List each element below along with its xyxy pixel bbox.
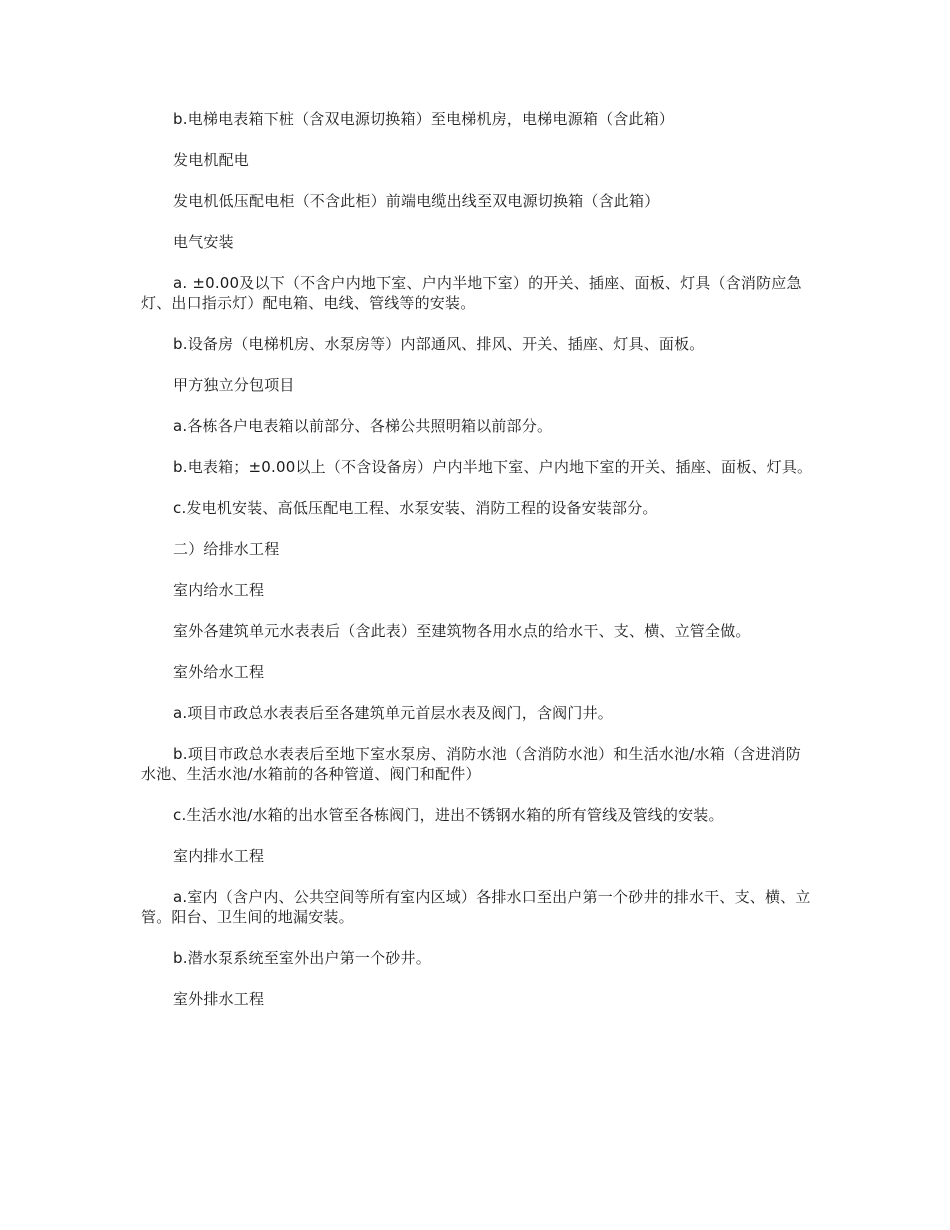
paragraph-outdoor-supply-b: b.项目市政总水表表后至地下室水泵房、消防水池（含消防水池）和生活水池/水箱（含进消防水池、生活水池/水箱前的各种管道、阀门和配件） — [141, 745, 801, 783]
paragraph-indoor-drainage-a: a.室内（含户内、公共空间等所有室内区域）各排水口至出户第一个砂井的排水干、支、横、立管。阳台、卫生间的地漏安装。 — [141, 888, 811, 926]
heading-indoor-water-supply: 室内给水工程 — [173, 581, 265, 599]
paragraph-subcontract-a: a.各栋各户电表箱以前部分、各梯公共照明箱以前部分。 — [173, 417, 553, 435]
paragraph-outdoor-supply-a: a.项目市政总水表表后至各建筑单元首层水表及阀门，含阀门井。 — [173, 704, 613, 722]
paragraph-subcontract-c: c.发电机安装、高低压配电工程、水泵安装、消防工程的设备安装部分。 — [173, 499, 658, 517]
heading-electrical-installation: 电气安装 — [173, 233, 234, 251]
paragraph-elevator-meter-box: b.电梯电表箱下桩（含双电源切换箱）至电梯机房，电梯电源箱（含此箱） — [173, 110, 675, 128]
heading-generator-distribution: 发电机配电 — [173, 151, 250, 169]
heading-outdoor-drainage: 室外排水工程 — [173, 990, 265, 1008]
paragraph-electrical-b: b.设备房（电梯机房、水泵房等）内部通风、排风、开关、插座、灯具、面板。 — [173, 335, 705, 353]
heading-outdoor-water-supply: 室外给水工程 — [173, 663, 265, 681]
paragraph-indoor-drainage-b: b.潜水泵系统至室外出户第一个砂井。 — [173, 949, 431, 967]
paragraph-generator-scope: 发电机低压配电柜（不含此柜）前端电缆出线至双电源切换箱（含此箱） — [173, 192, 660, 210]
paragraph-outdoor-supply-c: c.生活水池/水箱的出水管至各栋阀门，进出不锈钢水箱的所有管线及管线的安装。 — [173, 806, 724, 824]
heading-water-supply-drainage: 二）给排水工程 — [173, 540, 280, 558]
document-body — [141, 109, 813, 1030]
paragraph-indoor-water-supply: 室外各建筑单元水表表后（含此表）至建筑物各用水点的给水干、支、横、立管全做。 — [173, 622, 751, 640]
paragraph-electrical-a: a. ±0.00及以下（不含户内地下室、户内半地下室）的开关、插座、面板、灯具（含消防应急灯、出口指示灯）配电箱、电线、管线等的安装。 — [141, 274, 802, 312]
heading-owner-subcontract: 甲方独立分包项目 — [173, 376, 295, 394]
heading-indoor-drainage: 室内排水工程 — [173, 847, 265, 865]
paragraph-subcontract-b: b.电表箱；±0.00以上（不含设备房）户内半地下室、户内地下室的开关、插座、面板、灯具。 — [173, 458, 813, 476]
